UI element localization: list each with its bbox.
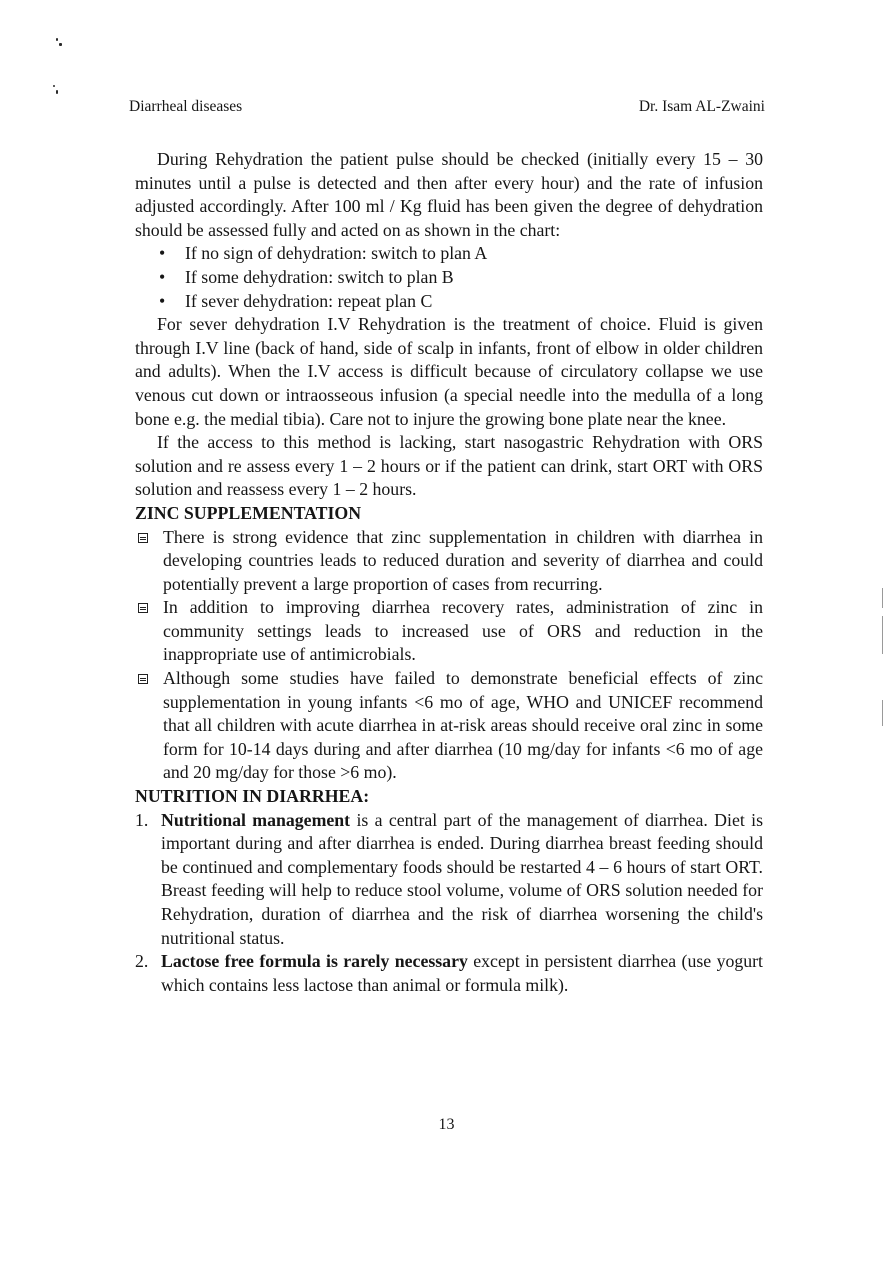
list-item xyxy=(135,526,763,597)
item-number: 1. xyxy=(135,809,149,830)
zinc-item-text: There is strong evidence that zinc supplementation in children with diarrhea in developing countries leads to reduced duration and severity of diarrhea and could potentially prevent a large proportion of cases from recurring. xyxy=(163,526,763,594)
list-item xyxy=(135,290,763,314)
list-item xyxy=(135,596,763,667)
header-author: Dr. Isam AL-Zwaini xyxy=(638,98,765,115)
zinc-list xyxy=(135,526,763,786)
iv-rehydration-paragraph: For sever dehydration I.V Rehydration is the treatment of choice. Fluid is given through I.V line (back of hand, side of scalp in infants, front of elbow in older children and adults). When the I.V access is difficult because of circulatory collapse we use venous cut down or intraosseous infusion (a special needle into the medulla of a long bone e.g. the medial tibia). Care not to injure the growing bone plate near the knee. xyxy=(135,314,763,429)
page-header xyxy=(129,98,765,116)
item-bold-lead: Nutritional management xyxy=(161,809,351,830)
page-body xyxy=(135,148,763,997)
header-title: Diarrheal diseases xyxy=(129,98,243,115)
zinc-item-text: Although some studies have failed to demonstrate beneficial effects of zinc supplementation in young infants <6 mo of age, WHO and UNICEF recommend that all children with acute diarrhea in at-risk areas should receive oral zinc in some form for 10-14 days during and after diarrhea (10 mg/day for infants <6 mo of age and 20 mg/day for those >6 mo). xyxy=(163,668,763,783)
scan-specks xyxy=(48,30,68,110)
page-number: 13 xyxy=(438,1116,455,1133)
item-text: except in persistent diarrhea (use yogurt which contains less lactose than animal or formula milk). xyxy=(161,951,763,995)
checkbox-bullet-icon xyxy=(138,533,148,543)
scan-edge-mark xyxy=(882,588,883,608)
bullet-text: If sever dehydration: repeat plan C xyxy=(185,290,433,311)
checkbox-bullet-icon xyxy=(138,603,148,613)
list-item xyxy=(135,242,763,266)
list-item xyxy=(135,809,763,951)
checkbox-bullet-icon xyxy=(138,674,148,684)
dehydration-plan-list xyxy=(135,242,763,313)
bullet-marker: • xyxy=(159,243,166,264)
zinc-heading: ZINC SUPPLEMENTATION xyxy=(135,502,362,523)
item-number: 2. xyxy=(135,951,149,972)
list-item xyxy=(135,667,763,785)
nutrition-heading: NUTRITION IN DIARRHEA: xyxy=(135,786,370,807)
nutrition-list xyxy=(135,809,763,998)
list-item xyxy=(135,950,763,997)
nasogastric-paragraph: If the access to this method is lacking, start nasogastric Rehydration with ORS solution and re assess every 1 – 2 hours or if the patient can drink, start ORT with ORS solution and reassess every 1 – 2 hours. xyxy=(135,432,763,500)
item-text: is a central part of the management of diarrhea. Diet is important during and after diarrhea is ended. During diarrhea breast feeding should be continued and complementary foods should be restarted 4 – 6 hours of start ORT. Breast feeding will help to reduce stool volume, volume of ORS solution needed for Rehydration, duration of diarrhea and the risk of diarrhea worsening the child's nutritional status. xyxy=(161,809,764,948)
scan-edge-mark xyxy=(882,616,883,654)
bullet-marker: • xyxy=(159,266,166,287)
bullet-text: If no sign of dehydration: switch to plan A xyxy=(185,243,488,264)
rehydration-paragraph: During Rehydration the patient pulse should be checked (initially every 15 – 30 minutes until a pulse is detected and then after every hour) and the rate of infusion adjusted accordingly. After 100 ml / Kg fluid has been given the degree of dehydration should be assessed fully and acted on as shown in the chart: xyxy=(135,149,763,240)
item-bold-lead: Lactose free formula is rarely necessary xyxy=(161,951,468,972)
scan-edge-mark xyxy=(882,700,883,726)
bullet-marker: • xyxy=(159,290,166,311)
list-item xyxy=(135,266,763,290)
bullet-text: If some dehydration: switch to plan B xyxy=(185,266,454,287)
zinc-item-text: In addition to improving diarrhea recovery rates, administration of zinc in community settings leads to increased use of ORS and reduction in the inappropriate use of antimicrobials. xyxy=(163,597,763,665)
